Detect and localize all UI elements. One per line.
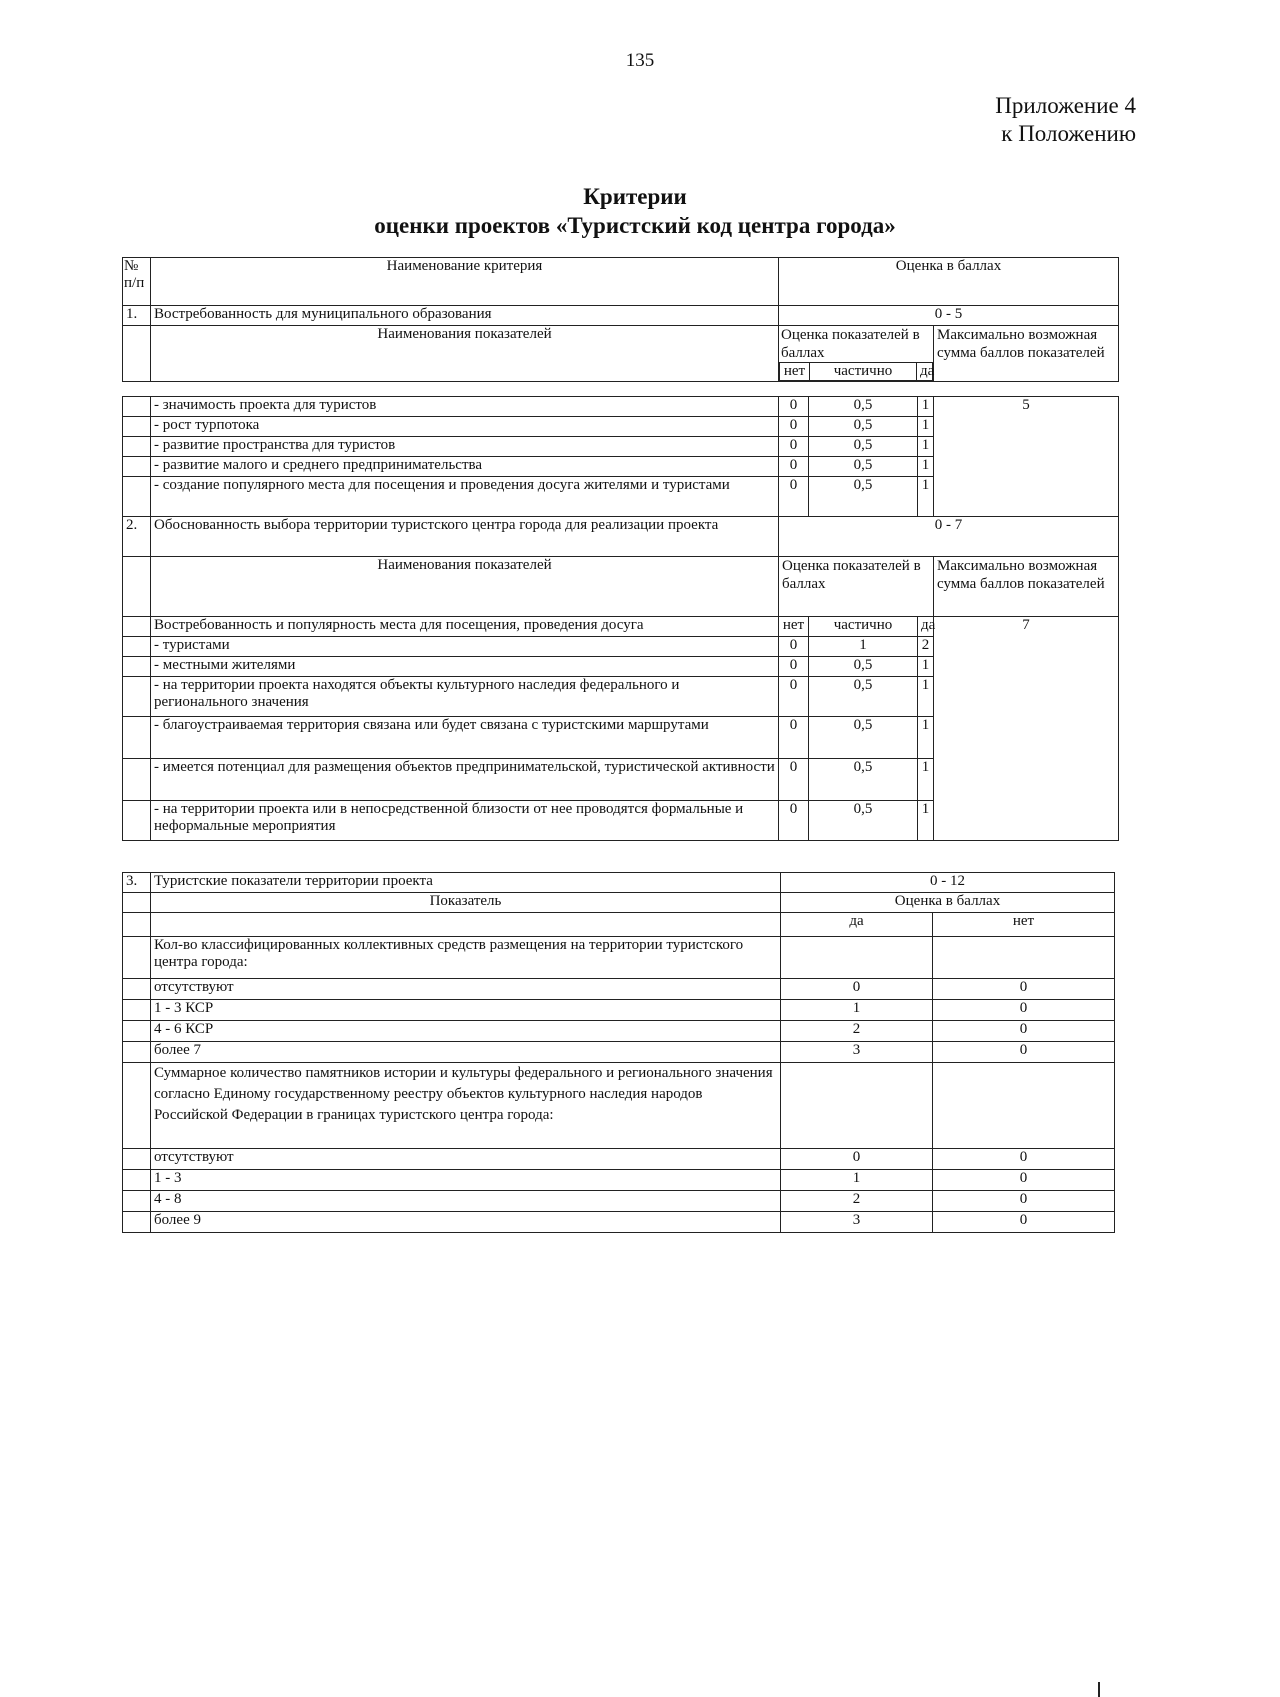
indicator-label: - на территории проекта находятся объекты культурного наследия федерального и регионального значения — [151, 677, 779, 717]
table-row — [123, 1212, 1115, 1233]
table-row — [123, 1021, 1115, 1042]
section-1-score-head-cell — [779, 326, 934, 382]
score-no: 0 — [779, 759, 809, 801]
score-yes: 2 — [918, 637, 934, 657]
indicator-label: 1 - 3 — [151, 1170, 781, 1191]
score-yes: 1 — [918, 437, 934, 457]
section-2-num: 2. — [123, 517, 151, 557]
score-no: 0 — [779, 457, 809, 477]
section-1-row — [123, 306, 1119, 326]
section-2-subhead-row — [123, 617, 1119, 637]
score-no: 0 — [779, 677, 809, 717]
section-3-head-row — [123, 893, 1115, 913]
table-row — [123, 397, 1119, 417]
score-yes: 0 — [781, 1149, 933, 1170]
table-row — [123, 979, 1115, 1000]
indicator-label: отсутствуют — [151, 1149, 781, 1170]
section-2-indicators-head — [123, 557, 1119, 617]
section-2-score-head: Оценка показателей в баллах — [779, 557, 934, 617]
score-yes: 1 — [918, 477, 934, 517]
score-partial: 1 — [809, 637, 918, 657]
document-title — [0, 182, 1270, 240]
col-no: нет — [780, 363, 810, 381]
scan-mark — [1098, 1682, 1100, 1697]
indicator-label: 4 - 8 — [151, 1191, 781, 1212]
title-line-1: Критерии — [583, 184, 687, 209]
score-yes: 1 — [781, 1170, 933, 1191]
indicator-label: отсутствуют — [151, 979, 781, 1000]
section-1-indicators-head — [123, 326, 1119, 382]
header-score: Оценка в баллах — [779, 258, 1119, 306]
score-no: 0 — [779, 657, 809, 677]
section-3-range: 0 - 12 — [781, 873, 1115, 893]
group-1-title-row — [123, 937, 1115, 979]
table-row — [123, 1170, 1115, 1191]
score-yes: 1 — [918, 417, 934, 437]
score-partial: 0,5 — [809, 657, 918, 677]
section-1-max-value: 5 — [934, 397, 1119, 517]
table-row — [123, 1149, 1115, 1170]
col-yes: да — [917, 363, 933, 381]
score-yes: 3 — [781, 1042, 933, 1063]
group-2-title-row — [123, 1063, 1115, 1149]
section-1-max-head: Максимально возможная сумма баллов показателей — [934, 326, 1119, 382]
section-2-indicators-title: Наименования показателей — [151, 557, 779, 617]
score-no: 0 — [933, 1191, 1115, 1212]
title-line-2: оценки проектов «Туристский код центра города» — [374, 213, 896, 238]
criteria-table-part-3 — [122, 872, 1115, 1233]
table-row — [123, 1042, 1115, 1063]
score-yes: 1 — [918, 717, 934, 759]
group-2-title: Суммарное количество памятников истории и культуры федерального и регионального значения согласно Единому государственному реестру объектов культурного наследия народов Российской Федерации в границах туристского центра города: — [151, 1063, 781, 1149]
score-no: 0 — [933, 1170, 1115, 1191]
section-2-row — [123, 517, 1119, 557]
section-2-title: Обоснованность выбора территории туристского центра города для реализации проекта — [151, 517, 779, 557]
col-partial: частично — [810, 363, 917, 381]
section-3-score-head: Оценка в баллах — [781, 893, 1115, 913]
group-1-title: Кол-во классифицированных коллективных средств размещения на территории туристского центра города: — [151, 937, 781, 979]
score-partial: 0,5 — [809, 477, 918, 517]
section-3-num: 3. — [123, 873, 151, 893]
score-yes: 1 — [918, 759, 934, 801]
score-yes: 1 — [781, 1000, 933, 1021]
indicator-label: более 9 — [151, 1212, 781, 1233]
score-yes: 1 — [918, 657, 934, 677]
indicator-label: - местными жителями — [151, 657, 779, 677]
score-no: 0 — [779, 417, 809, 437]
score-no: 0 — [779, 717, 809, 759]
score-yes: 2 — [781, 1191, 933, 1212]
score-no: 0 — [779, 637, 809, 657]
score-no: 0 — [933, 1042, 1115, 1063]
score-partial: 0,5 — [809, 457, 918, 477]
header-criterion-name: Наименование критерия — [151, 258, 779, 306]
score-yes: 3 — [781, 1212, 933, 1233]
score-partial: 0,5 — [809, 417, 918, 437]
section-3-indicator-title: Показатель — [151, 893, 781, 913]
section-1-indicators-title: Наименования показателей — [151, 326, 779, 382]
score-no: 0 — [933, 1149, 1115, 1170]
table-header-row — [123, 258, 1119, 306]
score-partial: 0,5 — [809, 677, 918, 717]
indicator-label: 1 - 3 КСР — [151, 1000, 781, 1021]
score-yes: 0 — [781, 979, 933, 1000]
section-1-score-head: Оценка показателей в баллах — [781, 327, 920, 361]
page-number: 135 — [625, 50, 655, 71]
section-1-title: Востребованность для муниципального образования — [151, 306, 779, 326]
indicator-label: - на территории проекта или в непосредственной близости от нее проводятся формальные и неформальные мероприятия — [151, 801, 779, 841]
score-yes: 1 — [918, 457, 934, 477]
indicator-label: - имеется потенциал для размещения объектов предпринимательской, туристической активности — [151, 759, 779, 801]
col-no: нет — [933, 913, 1115, 937]
table-row — [123, 1191, 1115, 1212]
score-partial: 0,5 — [809, 437, 918, 457]
annex-line-1: Приложение 4 — [995, 93, 1136, 118]
section-1-num: 1. — [123, 306, 151, 326]
score-no: 0 — [779, 437, 809, 457]
col-yes: да — [918, 617, 934, 637]
score-no: 0 — [933, 979, 1115, 1000]
section-1-score-subhead — [779, 362, 933, 381]
indicator-label: - развитие пространства для туристов — [151, 437, 779, 457]
score-yes: 1 — [918, 801, 934, 841]
indicator-label: - туристами — [151, 637, 779, 657]
indicator-label: - значимость проекта для туристов — [151, 397, 779, 417]
score-partial: 0,5 — [809, 397, 918, 417]
score-no: 0 — [779, 801, 809, 841]
score-no: 0 — [779, 397, 809, 417]
score-yes: 1 — [918, 677, 934, 717]
section-3-title: Туристские показатели территории проекта — [151, 873, 781, 893]
indicator-label: - развитие малого и среднего предпринимательства — [151, 457, 779, 477]
score-partial: 0,5 — [809, 717, 918, 759]
score-partial: 0,5 — [809, 801, 918, 841]
section-3-row — [123, 873, 1115, 893]
section-3-yes-no-row — [123, 913, 1115, 937]
header-num: № п/п — [123, 258, 151, 306]
score-no: 0 — [933, 1021, 1115, 1042]
indicator-label: 4 - 6 КСР — [151, 1021, 781, 1042]
section-2-max-head: Максимально возможная сумма баллов показателей — [934, 557, 1119, 617]
col-partial: частично — [809, 617, 918, 637]
section-2-max-value: 7 — [934, 617, 1119, 841]
annex-reference — [995, 92, 1136, 148]
section-1-range: 0 - 5 — [779, 306, 1119, 326]
criteria-table-part-1 — [122, 257, 1119, 382]
score-yes: 2 — [781, 1021, 933, 1042]
table-row — [123, 1000, 1115, 1021]
indicator-label: - благоустраиваемая территория связана или будет связана с туристскими маршрутами — [151, 717, 779, 759]
score-yes: 1 — [918, 397, 934, 417]
indicator-label: более 7 — [151, 1042, 781, 1063]
score-no: 0 — [933, 1212, 1115, 1233]
section-2-range: 0 - 7 — [779, 517, 1119, 557]
indicator-label: - создание популярного места для посещения и проведения досуга жителями и туристами — [151, 477, 779, 517]
section-1-indicators — [122, 396, 1119, 841]
col-no: нет — [779, 617, 809, 637]
section-2-subhead: Востребованность и популярность места для посещения, проведения досуга — [151, 617, 779, 637]
col-yes: да — [781, 913, 933, 937]
annex-line-2: к Положению — [1001, 121, 1136, 146]
score-no: 0 — [933, 1000, 1115, 1021]
score-partial: 0,5 — [809, 759, 918, 801]
score-no: 0 — [779, 477, 809, 517]
indicator-label: - рост турпотока — [151, 417, 779, 437]
